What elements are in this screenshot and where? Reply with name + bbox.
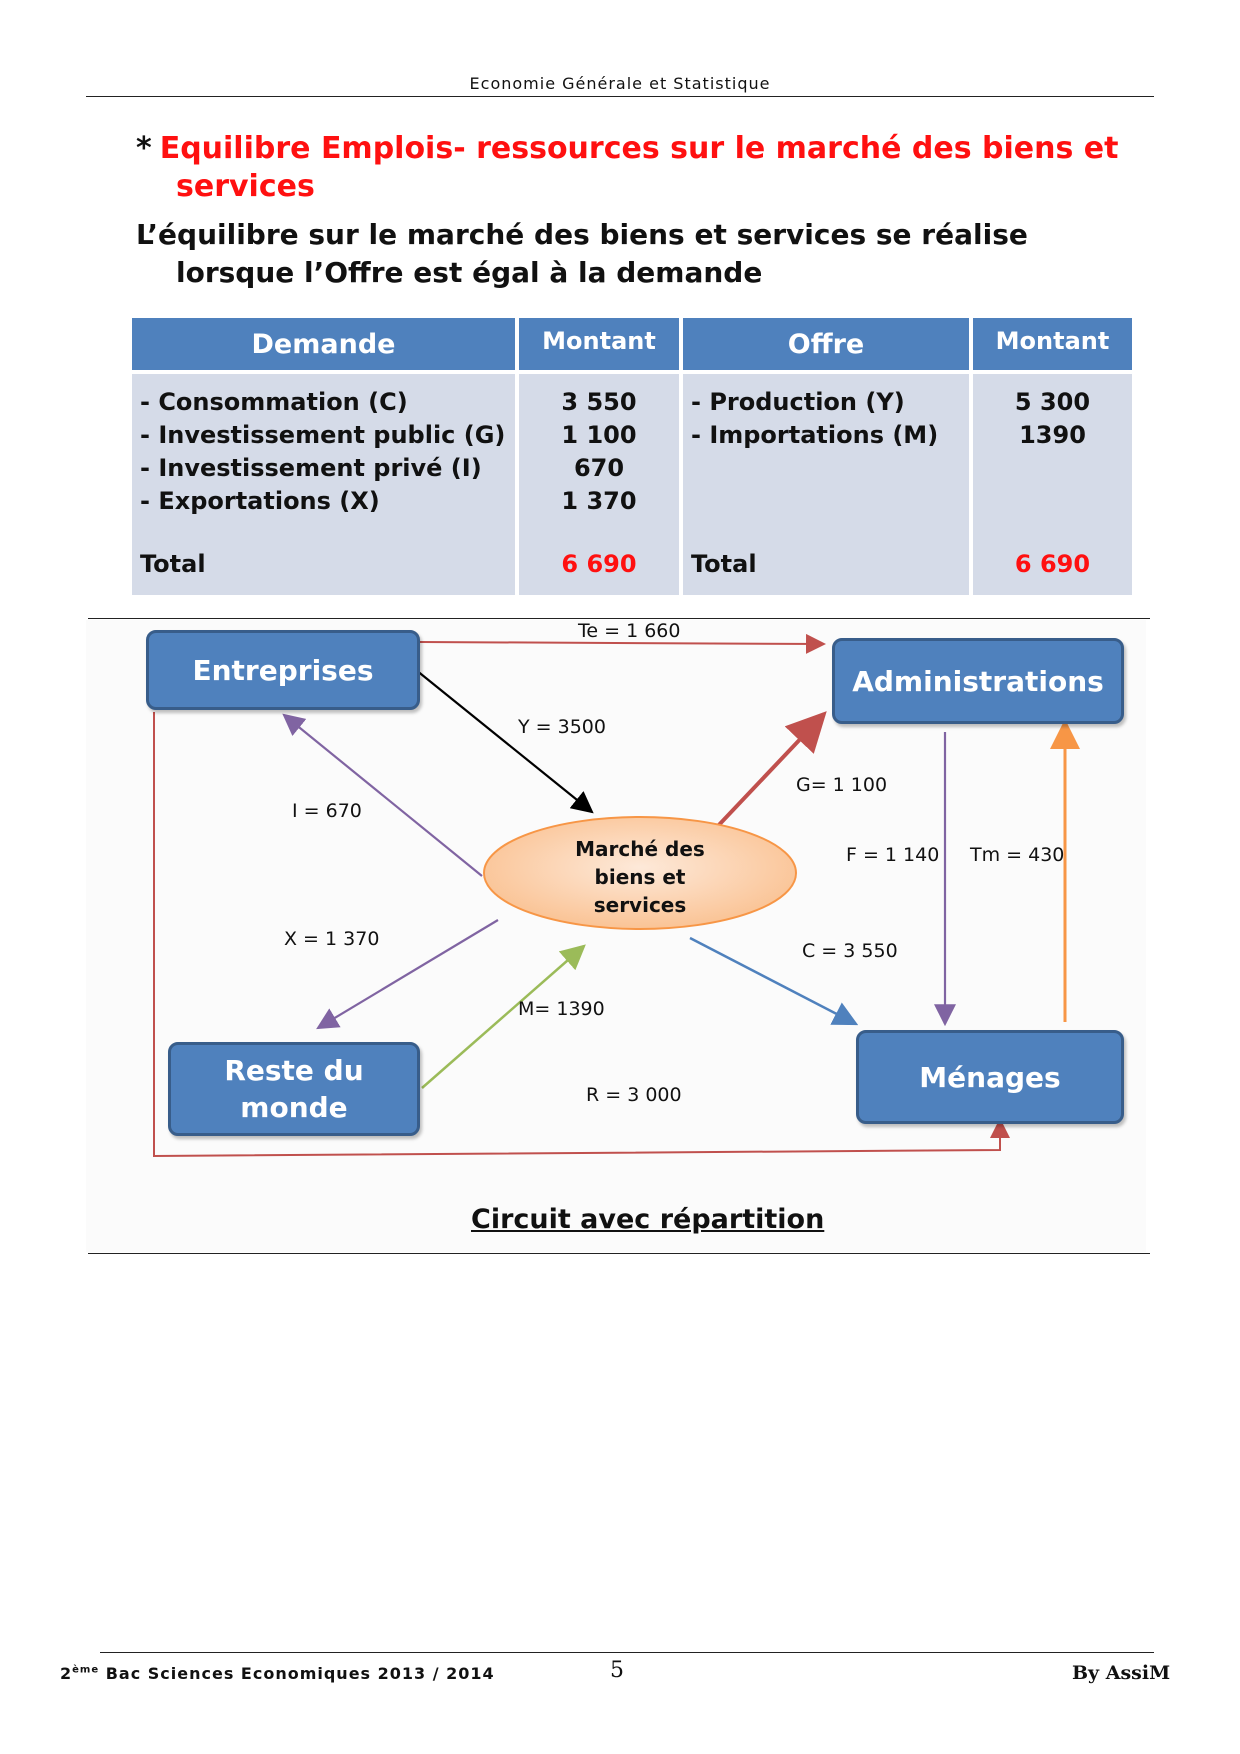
offre-value: 5 300 [1014, 388, 1091, 416]
demande-item: - Investissement privé (I) [140, 454, 482, 482]
footer-rule [100, 1652, 1154, 1653]
total-label-offre: Total [691, 550, 757, 578]
arrow-y [416, 670, 592, 812]
footer-level [60, 1664, 495, 1683]
table-header-row [132, 318, 1132, 370]
node-administrations: Administrations [832, 638, 1124, 724]
flow-label-c: C = 3 550 [802, 940, 898, 962]
flow-label-i: I = 670 [292, 800, 362, 822]
market-line-1: Marché des [575, 837, 705, 861]
node-entreprises: Entreprises [146, 630, 420, 710]
diagram-bottom-rule [88, 1253, 1150, 1254]
flow-label-m: M= 1390 [518, 998, 605, 1020]
node-reste-du-monde [168, 1042, 420, 1136]
reste-line-2: monde [240, 1091, 348, 1124]
flow-label-g: G= 1 100 [796, 774, 888, 796]
demande-item: - Investissement public (G) [140, 421, 506, 449]
demande-item: - Exportations (X) [140, 487, 380, 515]
footer-level-sup: ème [72, 1664, 100, 1676]
reste-line-1: Reste du [224, 1054, 364, 1087]
node-marche [530, 835, 750, 919]
title-line-2: services [176, 169, 315, 204]
demande-value: 3 550 [561, 388, 637, 416]
offre-item: - Importations (M) [691, 421, 939, 449]
footer-level-text: Bac Sciences Economiques 2013 / 2014 [99, 1664, 495, 1683]
intro-line-2: lorsque l’Offre est égal à la demande [176, 256, 763, 289]
offre-value: 1390 [1019, 421, 1086, 449]
offre-item: - Production (Y) [691, 388, 905, 416]
arrow-g [716, 714, 824, 828]
flow-label-y: Y = 3500 [518, 716, 606, 738]
node-menages: Ménages [856, 1030, 1124, 1124]
header-montant-offre: Montant [973, 318, 1132, 370]
offre-cell [683, 370, 969, 595]
offre-values-cell [973, 370, 1132, 595]
flow-label-x: X = 1 370 [284, 928, 380, 950]
title-line-1: Equilibre Emplois- ressources sur le marché des biens et [159, 131, 1119, 166]
demande-values-cell [519, 370, 679, 595]
demande-value: 670 [573, 454, 625, 482]
total-offre-value: 6 690 [1014, 550, 1091, 578]
running-header: Economie Générale et Statistique [469, 74, 771, 93]
market-line-3: services [593, 893, 687, 917]
header-montant-demande: Montant [519, 318, 679, 370]
demande-value: 1 370 [561, 487, 637, 515]
page-number: 5 [610, 1658, 624, 1683]
flow-label-tm: Tm = 430 [970, 844, 1065, 866]
demande-cell [132, 370, 515, 595]
market-line-2: biens et [594, 865, 686, 889]
circuit-diagram [86, 620, 1146, 1252]
section-title [136, 130, 1136, 206]
total-demande-value: 6 690 [561, 550, 637, 578]
intro-text [136, 216, 1136, 292]
arrow-te [420, 642, 824, 644]
footer-level-num: 2 [60, 1664, 73, 1683]
header-rule [86, 96, 1154, 97]
arrow-i [284, 715, 482, 876]
header-demande: Demande [132, 318, 515, 370]
demande-value: 1 100 [561, 421, 637, 449]
bullet-star: * [136, 131, 152, 166]
total-label-demande: Total [140, 550, 206, 578]
table-body-row [132, 370, 1132, 595]
demande-item: - Consommation (C) [140, 388, 408, 416]
diagram-caption: Circuit avec répartition [471, 1204, 825, 1235]
diagram-top-rule [88, 618, 1150, 619]
flow-label-f: F = 1 140 [846, 844, 940, 866]
header-offre: Offre [683, 318, 969, 370]
equilibrium-table [128, 318, 1136, 595]
flow-label-te: Te = 1 660 [578, 620, 681, 642]
footer-author: By AssiM [1072, 1662, 1171, 1684]
flow-label-r: R = 3 000 [586, 1084, 682, 1106]
intro-line-1: L’équilibre sur le marché des biens et services se réalise [136, 218, 1028, 251]
